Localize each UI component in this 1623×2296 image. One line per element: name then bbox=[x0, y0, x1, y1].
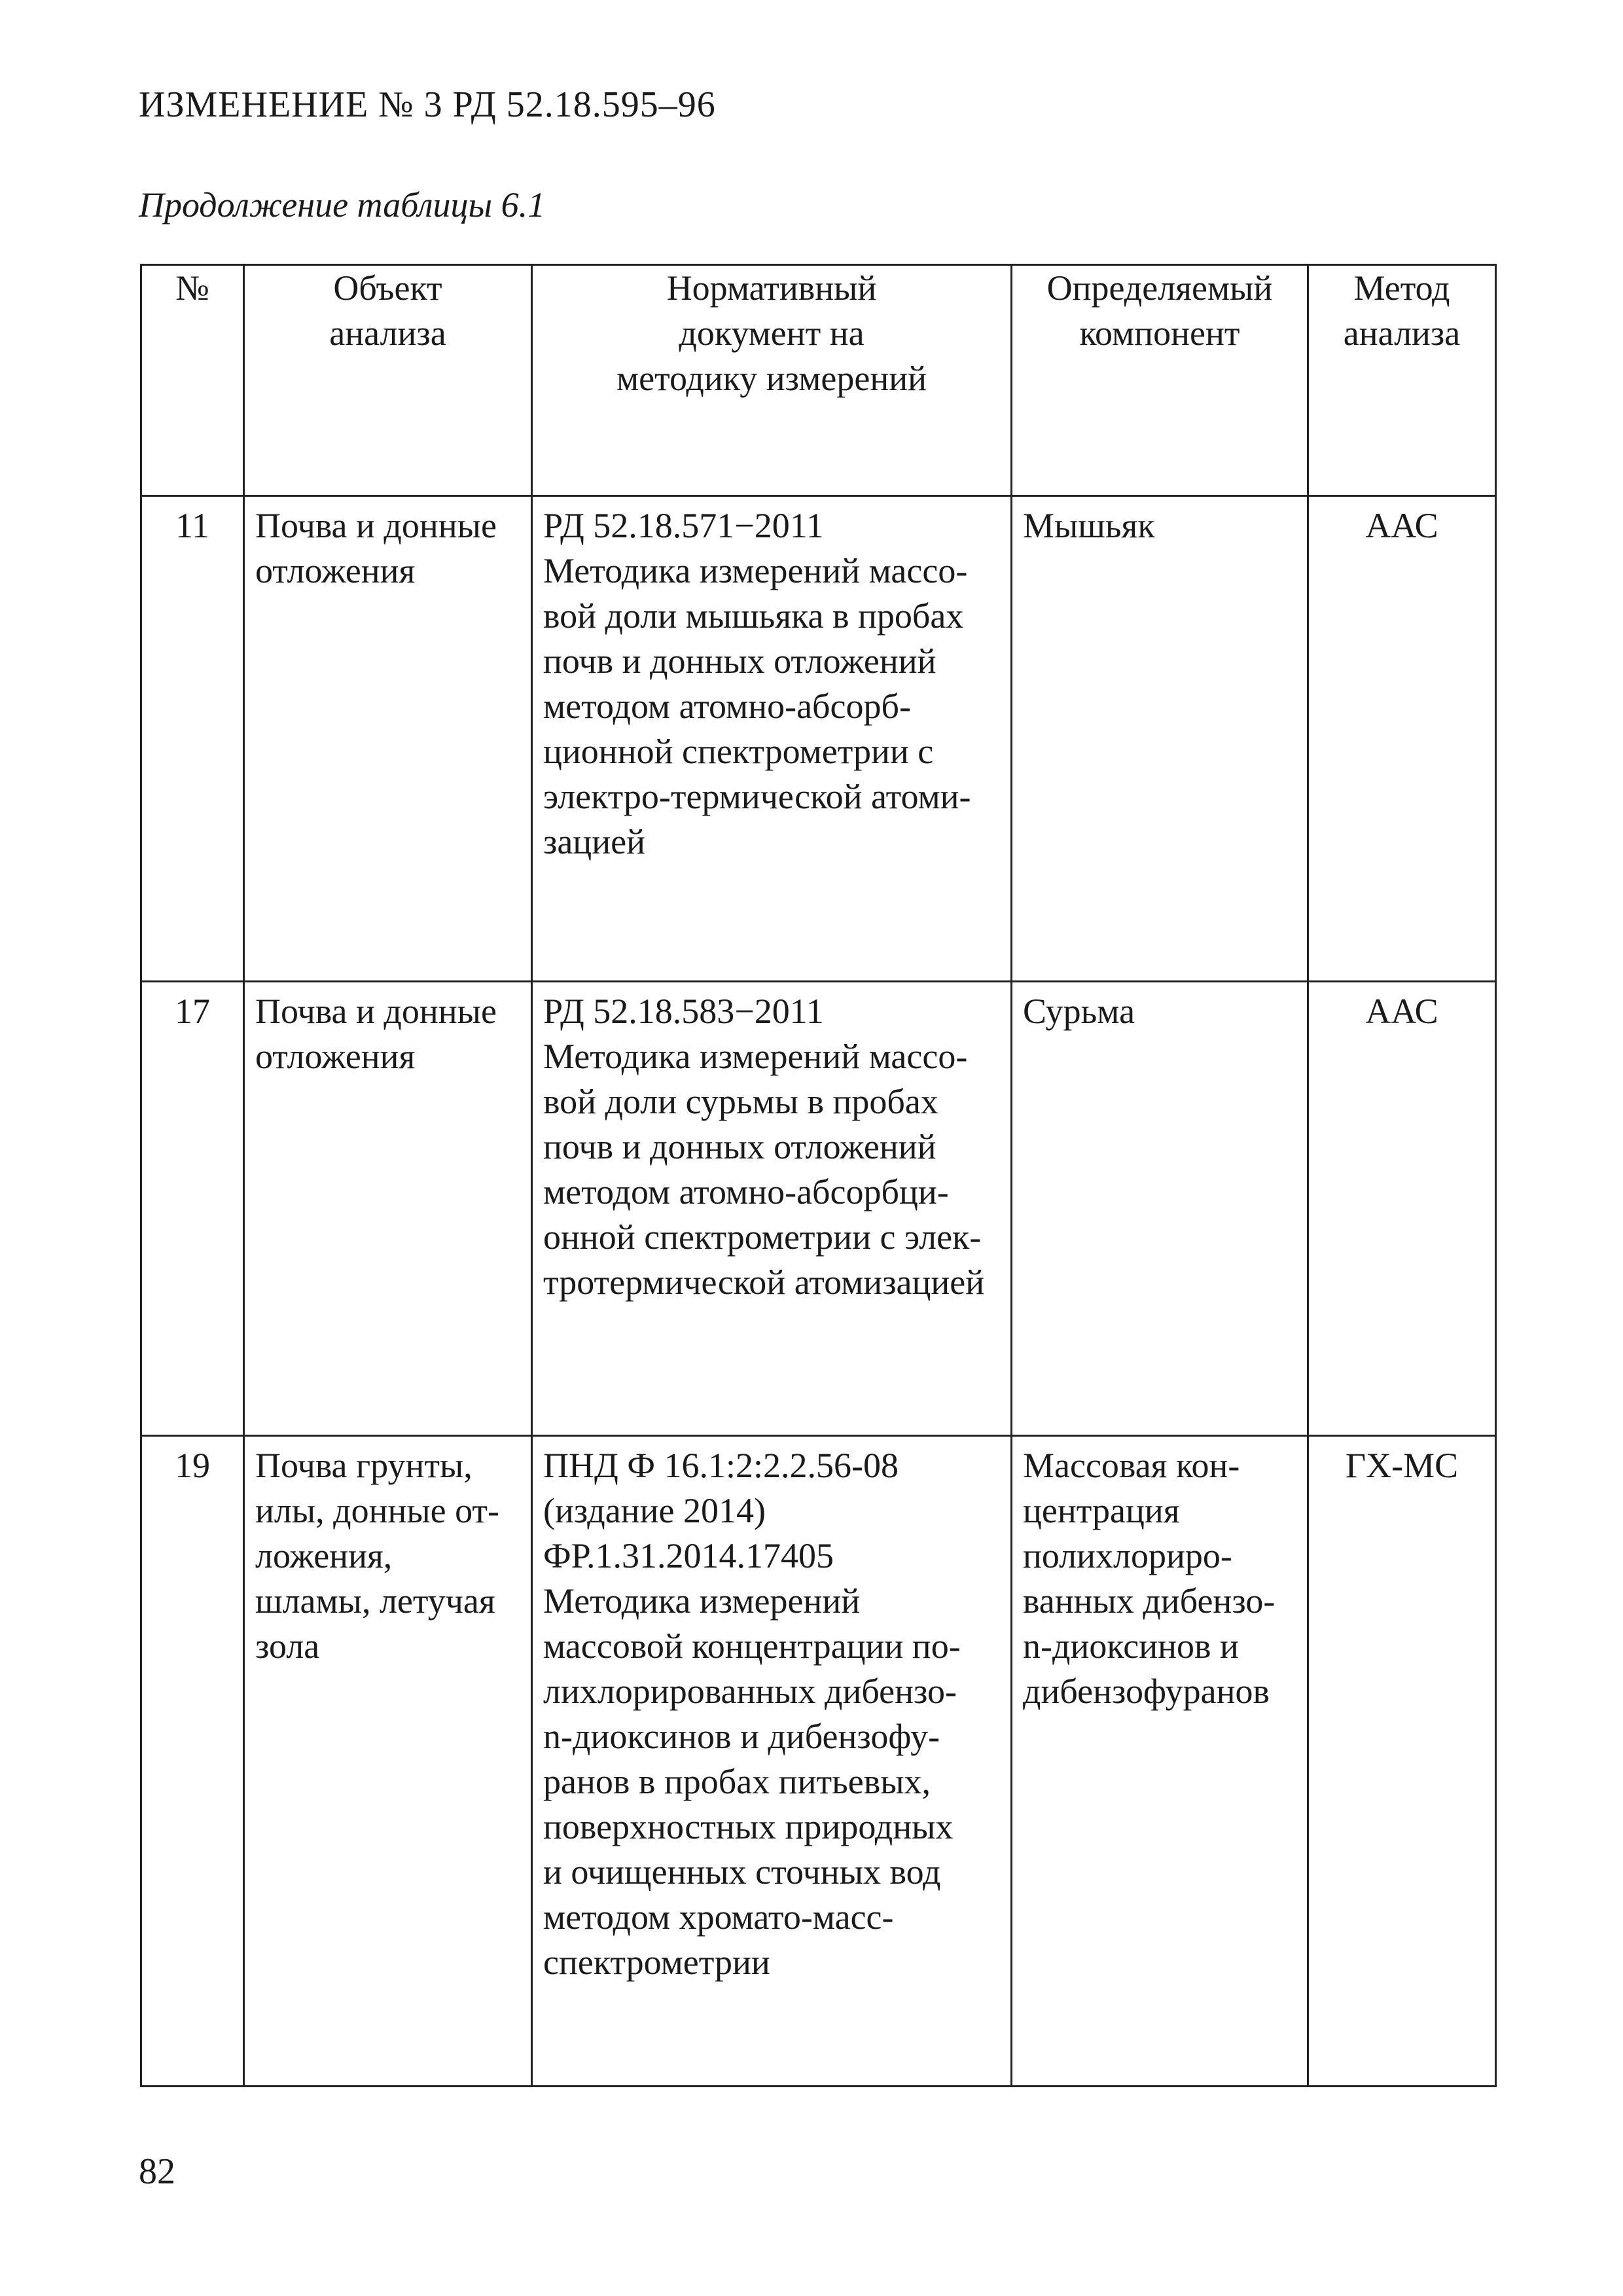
table-row bbox=[141, 1436, 1496, 2087]
methods-table bbox=[140, 264, 1497, 2087]
normative-document: РД 52.18.571−2011 Методика измерений массо- вой доли мышьяка в пробах почв и донных отложений методом атомно-абсорб- ционной спектрометрии с электро-термической атоми- зацией bbox=[532, 496, 1012, 982]
normative-document: РД 52.18.583−2011 Методика измерений массо- вой доли сурьмы в пробах почв и донных отложений методом атомно-абсорбци- онной спектрометрии с элек- тротермической атомизацией bbox=[532, 982, 1012, 1436]
page-number: 82 bbox=[139, 2151, 175, 2192]
column-header-number: № bbox=[141, 265, 244, 496]
row-number: 17 bbox=[141, 982, 244, 1436]
determined-component: Мышьяк bbox=[1012, 496, 1308, 982]
table-header-row bbox=[141, 265, 1496, 496]
analysis-method: ААС bbox=[1308, 496, 1496, 982]
analysis-object: Почва и донные отложения bbox=[244, 496, 532, 982]
analysis-method: ААС bbox=[1308, 982, 1496, 1436]
table-row bbox=[141, 982, 1496, 1436]
analysis-object: Почва грунты, илы, донные от- ложения, шламы, летучая зола bbox=[244, 1436, 532, 2087]
analysis-method: ГХ-МС bbox=[1308, 1436, 1496, 2087]
row-number: 11 bbox=[141, 496, 244, 982]
table-continuation-caption: Продолжение таблицы 6.1 bbox=[139, 185, 546, 224]
document-header: ИЗМЕНЕНИЕ № 3 РД 52.18.595–96 bbox=[139, 84, 716, 125]
analysis-object: Почва и донные отложения bbox=[244, 982, 532, 1436]
column-header-document: Нормативный документ на методику измерений bbox=[532, 265, 1012, 496]
table-row bbox=[141, 496, 1496, 982]
determined-component: Сурьма bbox=[1012, 982, 1308, 1436]
column-header-method: Метод анализа bbox=[1308, 265, 1496, 496]
determined-component: Массовая кон- центрация полихлориро- ванных дибензо- n-диоксинов и дибензофуранов bbox=[1012, 1436, 1308, 2087]
column-header-component: Определяемый компонент bbox=[1012, 265, 1308, 496]
column-header-object: Объект анализа bbox=[244, 265, 532, 496]
normative-document: ПНД Ф 16.1:2:2.2.56-08 (издание 2014) ФР.1.31.2014.17405 Методика измерений массовой концентрации по- лихлорированных дибензо- n-диоксинов и дибензофу- ранов в пробах питьевых, поверхностных природных и очищенных сточных вод методом хромато-масс- спектрометрии bbox=[532, 1436, 1012, 2087]
row-number: 19 bbox=[141, 1436, 244, 2087]
